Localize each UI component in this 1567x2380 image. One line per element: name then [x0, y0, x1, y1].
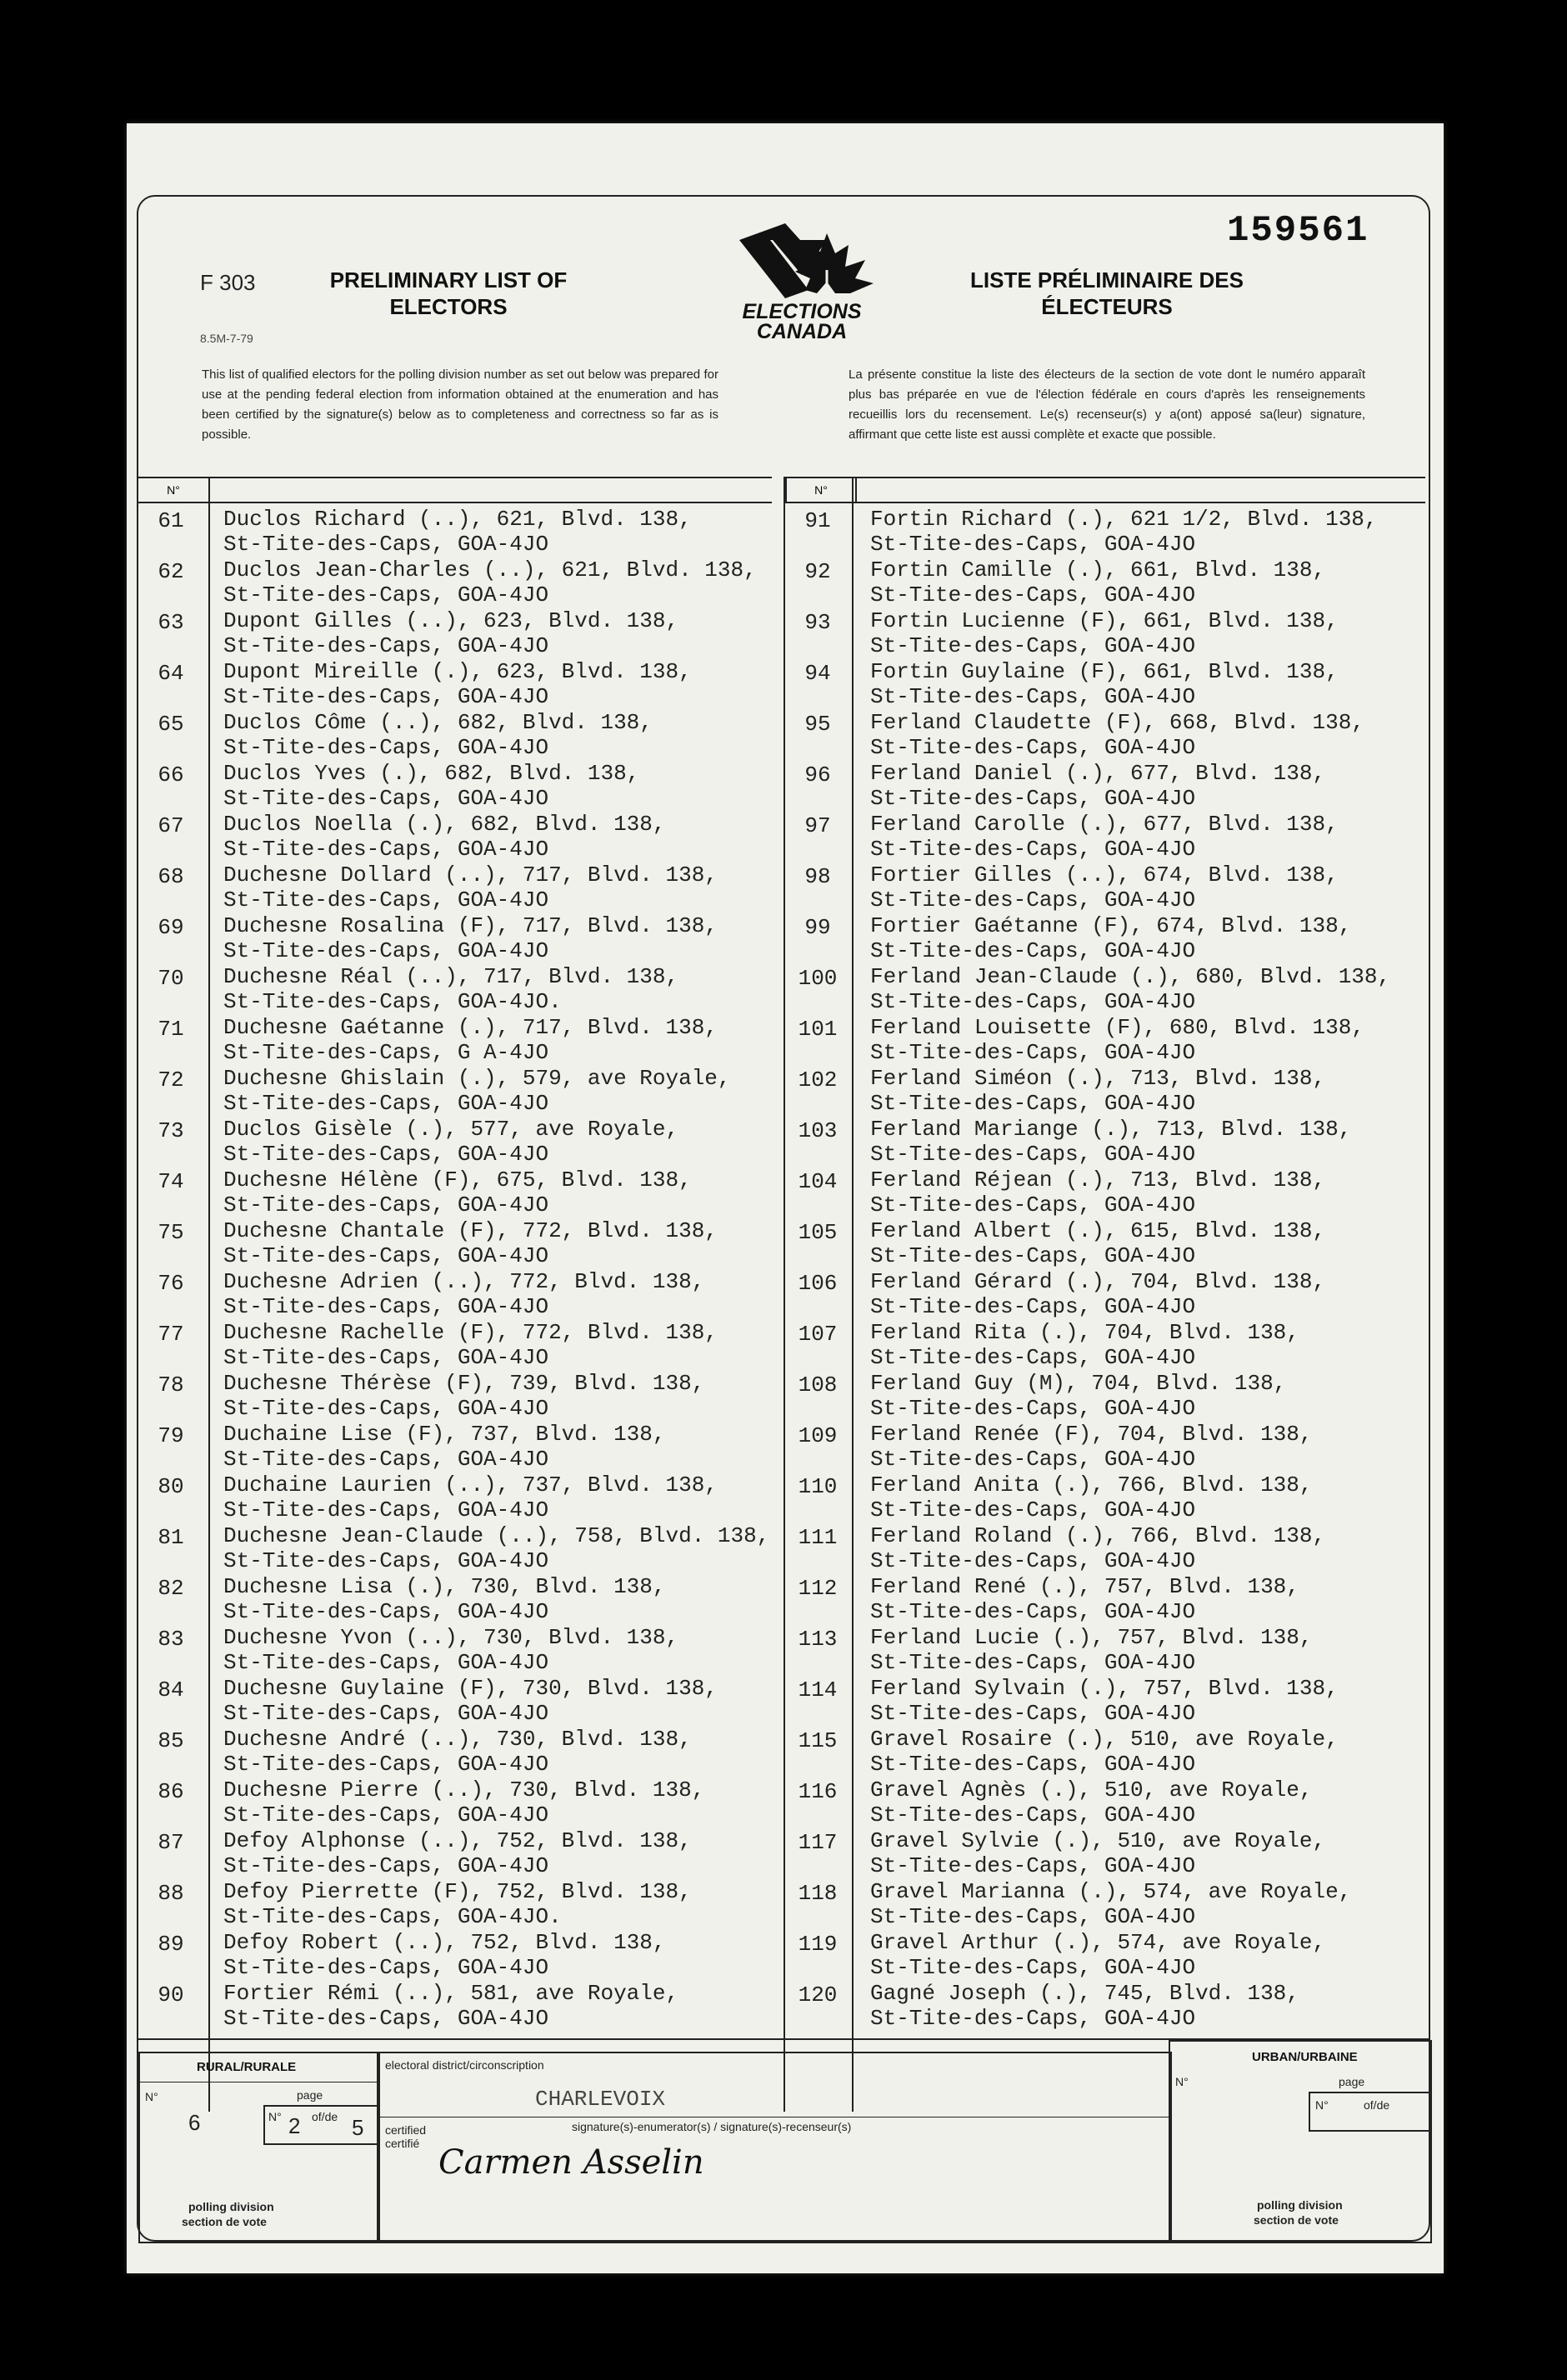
elector-name-address: Ferland Claudette (F), 668, Blvd. 138, — [870, 710, 1364, 735]
elector-entry — [138, 1117, 722, 1168]
elector-name-address: Duchesne Lisa (.), 730, Blvd. 138, — [223, 1574, 666, 1599]
entry-number: 74 — [158, 1169, 184, 1194]
entry-number: 109 — [798, 1423, 838, 1448]
elector-name-address: Dupont Gilles (..), 623, Blvd. 138, — [223, 608, 679, 633]
elector-locality: St-Tite-des-Caps, GOA-4JO — [870, 1396, 1196, 1421]
elector-entry — [138, 1523, 770, 1574]
elector-name-address: Defoy Alphonse (..), 752, Blvd. 138, — [223, 1828, 692, 1853]
elector-name-address: Gravel Marianna (.), 574, ave Royale, — [870, 1879, 1352, 1904]
elector-locality: St-Tite-des-Caps, GOA-4JO — [870, 1904, 1196, 1929]
elector-name-address: Duclos Yves (.), 682, Blvd. 138, — [223, 761, 640, 786]
elector-locality: St-Tite-des-Caps, GOA-4JO — [223, 888, 549, 912]
elector-locality: St-Tite-des-Caps, GOA-4JO — [870, 1853, 1196, 1878]
serial-number: 159561 — [1227, 210, 1369, 252]
elector-locality: St-Tite-des-Caps, GOA-4JO — [223, 1447, 549, 1472]
elector-entry — [138, 1422, 722, 1472]
elector-name-address: Ferland Anita (.), 766, Blvd. 138, — [870, 1472, 1313, 1498]
elector-entry — [138, 1371, 722, 1422]
elector-entry — [785, 1015, 1369, 1066]
entry-number: 67 — [158, 813, 184, 838]
entry-number: 93 — [804, 610, 831, 635]
elector-entry — [138, 1879, 722, 1930]
elector-locality: St-Tite-des-Caps, GOA-4JO. — [223, 989, 562, 1014]
entry-number: 75 — [158, 1220, 184, 1245]
elector-locality: St-Tite-des-Caps, GOA-4JO — [223, 1091, 549, 1116]
entry-number: 105 — [798, 1220, 838, 1245]
elector-locality: St-Tite-des-Caps, GOA-4JO — [223, 582, 549, 608]
elector-locality: St-Tite-des-Caps, GOA-4JO — [870, 633, 1196, 658]
elector-locality: St-Tite-des-Caps, GOA-4JO — [223, 938, 549, 963]
elector-entry — [785, 1778, 1369, 1828]
elector-entry — [138, 558, 757, 608]
elector-name-address: Ferland Jean-Claude (.), 680, Blvd. 138, — [870, 964, 1391, 989]
elector-entry — [785, 1269, 1369, 1320]
elector-entry — [138, 1778, 722, 1828]
district-label: electoral district/circonscription — [385, 2058, 544, 2072]
entry-number: 92 — [804, 559, 831, 584]
entry-number: 63 — [158, 610, 184, 635]
elector-entry — [785, 1218, 1369, 1269]
elector-entry — [138, 1981, 722, 2032]
elector-locality: St-Tite-des-Caps, GOA-4JO — [223, 532, 549, 557]
elector-name-address: Duchesne Pierre (..), 730, Blvd. 138, — [223, 1778, 705, 1802]
elector-entry — [785, 1117, 1369, 1168]
elector-locality: St-Tite-des-Caps, GOA-4JO — [223, 1294, 549, 1319]
elector-name-address: Ferland Sylvain (.), 757, Blvd. 138, — [870, 1676, 1339, 1701]
elector-entry — [785, 1523, 1369, 1574]
elector-locality: St-Tite-des-Caps, GOA-4JO — [223, 837, 549, 862]
elector-entry — [138, 507, 722, 558]
elector-name-address: Defoy Pierrette (F), 752, Blvd. 138, — [223, 1879, 692, 1904]
entry-number: 114 — [798, 1678, 838, 1702]
elector-entry — [138, 1218, 722, 1269]
page-number: 2 — [288, 2113, 301, 2138]
elector-name-address: Gravel Agnès (.), 510, ave Royale, — [870, 1778, 1313, 1802]
elector-name-address: Duchesne Ghislain (.), 579, ave Royale, — [223, 1066, 731, 1091]
certified-label: certified certifié — [385, 2123, 427, 2150]
elector-entry — [138, 1574, 722, 1625]
elector-entry — [785, 659, 1369, 710]
elector-locality: St-Tite-des-Caps, GOA-4JO — [223, 684, 549, 709]
entry-number: 102 — [798, 1068, 838, 1092]
entry-number: 79 — [158, 1423, 184, 1448]
entry-number: 84 — [158, 1678, 184, 1702]
elector-locality: St-Tite-des-Caps, GOA-4JO — [223, 1345, 549, 1370]
entry-number: 101 — [798, 1017, 838, 1042]
urban-page-of-label: of/de — [1364, 2098, 1390, 2112]
elector-locality: St-Tite-des-Caps, GOA-4JO — [223, 735, 549, 760]
form-number: F 303 — [200, 270, 256, 295]
entry-number: 116 — [798, 1779, 838, 1804]
elector-locality: St-Tite-des-Caps, GOA-4JO — [870, 888, 1196, 912]
elector-locality: St-Tite-des-Caps, GOA-4JO — [870, 735, 1196, 760]
elector-name-address: Gagné Joseph (.), 745, Blvd. 138, — [870, 1981, 1299, 2006]
elector-name-address: Fortin Richard (.), 621 1/2, Blvd. 138, — [870, 507, 1378, 532]
elector-name-address: Fortin Camille (.), 661, Blvd. 138, — [870, 558, 1326, 582]
entry-number: 70 — [158, 966, 184, 991]
elector-name-address: Duchesne Dollard (..), 717, Blvd. 138, — [223, 862, 718, 888]
entry-number: 118 — [798, 1881, 838, 1906]
entry-number: 68 — [158, 864, 184, 889]
urban-label: URBAN/URBAINE — [1252, 2050, 1358, 2064]
signature-rule — [377, 2117, 1169, 2119]
urban-page-no-label: N° — [1315, 2098, 1329, 2112]
entry-number: 66 — [158, 762, 184, 788]
elector-name-address: Duchesne André (..), 730, Blvd. 138, — [223, 1727, 692, 1752]
title-en-line1: PRELIMINARY LIST OF — [329, 268, 568, 292]
entry-number: 77 — [158, 1322, 184, 1347]
entry-number: 89 — [158, 1932, 184, 1957]
elector-name-address: Duchaine Lise (F), 737, Blvd. 138, — [223, 1422, 666, 1447]
entry-number: 99 — [804, 915, 831, 940]
elector-locality: St-Tite-des-Caps, GOA-4JO — [223, 633, 549, 658]
entry-number: 87 — [158, 1830, 184, 1855]
elector-entry — [138, 1727, 722, 1778]
elector-locality: St-Tite-des-Caps, GOA-4JO — [870, 1701, 1196, 1726]
elector-locality: St-Tite-des-Caps, GOA-4JO — [870, 1599, 1196, 1624]
entry-number: 86 — [158, 1779, 184, 1804]
elector-locality: St-Tite-des-Caps, GOA-4JO — [223, 1192, 549, 1218]
elector-locality: St-Tite-des-Caps, GOA-4JO — [223, 1599, 549, 1624]
entry-number: 76 — [158, 1271, 184, 1296]
elector-entry — [785, 1930, 1369, 1981]
elector-locality: St-Tite-des-Caps, GOA-4JO — [223, 1701, 549, 1726]
elector-name-address: Ferland Siméon (.), 713, Blvd. 138, — [870, 1066, 1326, 1091]
entry-number: 112 — [798, 1576, 838, 1601]
elector-name-address: Duchesne Hélène (F), 675, Blvd. 138, — [223, 1168, 692, 1192]
enumerator-signature: Carmen Asselin — [438, 2143, 704, 2182]
right-column-header — [785, 477, 1425, 503]
entry-number: 62 — [158, 559, 184, 584]
entry-number: 106 — [798, 1271, 838, 1296]
elector-locality: St-Tite-des-Caps, GOA-4JO — [223, 1548, 549, 1573]
elector-name-address: Ferland Lucie (.), 757, Blvd. 138, — [870, 1625, 1313, 1650]
elector-name-address: Duchesne Jean-Claude (..), 758, Blvd. 138, — [223, 1523, 770, 1548]
elector-name-address: Ferland Albert (.), 615, Blvd. 138, — [870, 1218, 1326, 1243]
urban-polling-label-2: section de vote — [1254, 2213, 1339, 2227]
elector-name-address: Ferland Mariange (.), 713, Blvd. 138, — [870, 1117, 1352, 1142]
elector-name-address: Ferland Renée (F), 704, Blvd. 138, — [870, 1422, 1313, 1447]
elector-entry — [138, 1015, 722, 1066]
elector-locality: St-Tite-des-Caps, GOA-4JO — [870, 1091, 1196, 1116]
logo-line1: ELECTIONS — [742, 300, 862, 323]
elector-locality: St-Tite-des-Caps, GOA-4JO — [870, 1955, 1196, 1980]
elector-name-address: Duclos Noella (.), 682, Blvd. 138, — [223, 812, 666, 837]
entry-number: 100 — [798, 966, 838, 991]
elector-name-address: Duchesne Rachelle (F), 772, Blvd. 138, — [223, 1320, 718, 1345]
elector-locality: St-Tite-des-Caps, GOA-4JO — [870, 989, 1196, 1014]
elector-entry — [785, 964, 1391, 1015]
elector-name-address: Ferland Réjean (.), 713, Blvd. 138, — [870, 1168, 1326, 1192]
elector-locality: St-Tite-des-Caps, GOA-4JO — [870, 786, 1196, 811]
entry-number: 117 — [798, 1830, 838, 1855]
elector-name-address: Duclos Richard (..), 621, Blvd. 138, — [223, 507, 692, 532]
rural-rule — [138, 2082, 377, 2084]
entry-number: 88 — [158, 1881, 184, 1906]
entry-number: 97 — [804, 813, 831, 838]
elector-entry — [138, 964, 722, 1015]
elector-locality: St-Tite-des-Caps, GOA-4JO — [870, 1650, 1196, 1675]
entry-number: 120 — [798, 1982, 838, 2008]
elector-name-address: Duclos Gisèle (.), 577, ave Royale, — [223, 1117, 679, 1142]
logo-text — [702, 302, 902, 342]
division-number: 6 — [188, 2110, 201, 2135]
elector-locality: St-Tite-des-Caps, GOA-4JO — [870, 1548, 1196, 1573]
elector-entry — [138, 761, 722, 812]
elector-name-address: Duchesne Thérèse (F), 739, Blvd. 138, — [223, 1371, 705, 1396]
note-french: La présente constitue la liste des électeurs de la section de vote dont le numéro apparaît plus bas préparée en vue de l'élection fédérale en cours d'après les renseignements recueillis lors du recensement. Le(s) recenseur(s) y a(ont) apposé sa(leur) signature, affirmant que cette liste est aussi complète et exacte que possible. — [849, 368, 1365, 442]
entry-number: 81 — [158, 1525, 184, 1550]
elector-locality: St-Tite-des-Caps, GOA-4JO — [223, 786, 549, 811]
elector-name-address: Gravel Rosaire (.), 510, ave Royale, — [870, 1727, 1339, 1752]
elector-locality: St-Tite-des-Caps, GOA-4JO — [870, 1802, 1196, 1828]
elector-name-address: Duchesne Adrien (..), 772, Blvd. 138, — [223, 1269, 705, 1294]
elector-entry — [138, 1930, 722, 1981]
page-of-label: of/de — [312, 2110, 338, 2123]
elector-locality: St-Tite-des-Caps, GOA-4JO — [870, 1447, 1196, 1472]
elector-name-address: Dupont Mireille (.), 623, Blvd. 138, — [223, 659, 692, 684]
elector-locality: St-Tite-des-Caps, GOA-4JO — [870, 2006, 1196, 2031]
elector-entry — [138, 1168, 722, 1218]
elector-entry — [138, 1676, 722, 1727]
title-fr-line2: ÉLECTEURS — [1041, 294, 1173, 319]
elector-locality: St-Tite-des-Caps, GOA-4JO — [870, 1498, 1196, 1522]
rural-polling-label-2: section de vote — [182, 2215, 267, 2228]
right-no-label: N° — [785, 478, 857, 502]
elector-entry — [138, 1828, 722, 1879]
elector-entry — [785, 710, 1369, 761]
elector-entry — [785, 1371, 1369, 1422]
elector-locality: St-Tite-des-Caps, GOA-4JO — [223, 1955, 549, 1980]
elector-name-address: Ferland Guy (M), 704, Blvd. 138, — [870, 1371, 1287, 1396]
entry-number: 103 — [798, 1118, 838, 1143]
elector-entry — [785, 1676, 1369, 1727]
entry-number: 73 — [158, 1118, 184, 1143]
elector-entry — [785, 558, 1369, 608]
form-date-code: 8.5M-7-79 — [200, 332, 253, 345]
elector-entry — [785, 1625, 1369, 1676]
elector-entry — [138, 1320, 722, 1371]
entry-number: 65 — [158, 712, 184, 737]
elector-locality: St-Tite-des-Caps, GOA-4JO — [223, 1396, 549, 1421]
elector-name-address: Duchaine Laurien (..), 737, Blvd. 138, — [223, 1472, 718, 1498]
elector-name-address: Duchesne Chantale (F), 772, Blvd. 138, — [223, 1218, 718, 1243]
entry-number: 108 — [798, 1372, 838, 1398]
elector-entry — [138, 659, 722, 710]
entry-number: 69 — [158, 915, 184, 940]
urban-polling-label-1: polling division — [1257, 2198, 1343, 2212]
elector-entry — [138, 862, 722, 913]
elector-locality: St-Tite-des-Caps, GOA-4JO — [870, 1752, 1196, 1777]
entry-number: 119 — [798, 1932, 838, 1957]
elector-name-address: Defoy Robert (..), 752, Blvd. 138, — [223, 1930, 666, 1955]
elector-locality: St-Tite-des-Caps, GOA-4JO — [870, 1192, 1196, 1218]
entry-number: 94 — [804, 661, 831, 686]
elector-entry — [785, 1472, 1369, 1523]
entry-number: 78 — [158, 1372, 184, 1398]
elector-entry — [138, 1269, 722, 1320]
elector-locality: St-Tite-des-Caps, GOA-4JO — [870, 1040, 1196, 1065]
elector-name-address: Duchesne Rosalina (F), 717, Blvd. 138, — [223, 913, 718, 938]
rural-polling-label-1: polling division — [188, 2200, 274, 2213]
entry-number: 83 — [158, 1627, 184, 1652]
elector-locality: St-Tite-des-Caps, GOA-4JO — [223, 1752, 549, 1777]
elector-locality: St-Tite-des-Caps, GOA-4JO. — [223, 1904, 562, 1929]
elector-entry — [138, 1066, 731, 1117]
elector-entry — [785, 608, 1369, 659]
entry-number: 104 — [798, 1169, 838, 1194]
page-no-label: N° — [268, 2110, 282, 2123]
elector-locality: St-Tite-des-Caps, GOA-4JO — [223, 1243, 549, 1268]
entry-number: 115 — [798, 1728, 838, 1753]
elector-name-address: Duclos Jean-Charles (..), 621, Blvd. 138, — [223, 558, 757, 582]
rural-label: RURAL/RURALE — [197, 2060, 297, 2074]
urban-no-label: N° — [1175, 2075, 1189, 2088]
urban-page-label: page — [1339, 2075, 1365, 2088]
elector-name-address: Gravel Sylvie (.), 510, ave Royale, — [870, 1828, 1326, 1853]
elector-locality: St-Tite-des-Caps, GOA-4JO — [223, 1498, 549, 1522]
elector-entry — [785, 1828, 1369, 1879]
elector-locality: St-Tite-des-Caps, GOA-4JO — [870, 1142, 1196, 1167]
left-no-label: N° — [138, 478, 210, 502]
elector-name-address: Ferland René (.), 757, Blvd. 138, — [870, 1574, 1299, 1599]
elector-entry — [785, 1981, 1369, 2032]
elector-entry — [785, 1879, 1369, 1930]
entry-number: 110 — [798, 1474, 838, 1499]
elector-locality: St-Tite-des-Caps, GOA-4JO — [870, 532, 1196, 557]
elector-name-address: Fortier Gaétanne (F), 674, Blvd. 138, — [870, 913, 1352, 938]
elector-locality: St-Tite-des-Caps, GOA-4JO — [223, 1650, 549, 1675]
title-french — [932, 267, 1282, 320]
elector-entry — [785, 862, 1369, 913]
elector-locality: St-Tite-des-Caps, GOA-4JO — [870, 1345, 1196, 1370]
title-fr-line1: LISTE PRÉLIMINAIRE DES — [970, 268, 1244, 292]
elector-name-address: Fortin Lucienne (F), 661, Blvd. 138, — [870, 608, 1339, 633]
elector-locality: St-Tite-des-Caps, GOA-4JO — [223, 1802, 549, 1828]
elector-entry — [785, 913, 1369, 964]
rural-no-label: N° — [145, 2090, 158, 2103]
entry-number: 80 — [158, 1474, 184, 1499]
page-total: 5 — [352, 2115, 364, 2140]
entry-number: 82 — [158, 1576, 184, 1601]
entry-number: 98 — [804, 864, 831, 889]
elector-name-address: Ferland Gérard (.), 704, Blvd. 138, — [870, 1269, 1326, 1294]
entry-number: 71 — [158, 1017, 184, 1042]
entry-number: 64 — [158, 661, 184, 686]
elector-name-address: Duchesne Gaétanne (.), 717, Blvd. 138, — [223, 1015, 718, 1040]
elector-entry — [138, 913, 722, 964]
elector-entry — [785, 1574, 1369, 1625]
entry-number: 85 — [158, 1728, 184, 1753]
left-column-header — [138, 477, 772, 503]
elector-name-address: Ferland Rita (.), 704, Blvd. 138, — [870, 1320, 1299, 1345]
elector-locality: St-Tite-des-Caps, GOA-4JO — [223, 1142, 549, 1167]
elector-locality: St-Tite-des-Caps, GOA-4JO — [870, 582, 1196, 608]
entry-number: 91 — [804, 508, 831, 533]
elector-name-address: Gravel Arthur (.), 574, ave Royale, — [870, 1930, 1326, 1955]
elector-entry — [138, 1472, 722, 1523]
elector-entry — [785, 1727, 1369, 1778]
elector-name-address: Ferland Carolle (.), 677, Blvd. 138, — [870, 812, 1339, 837]
elector-locality: St-Tite-des-Caps, GOA-4JO — [870, 837, 1196, 862]
elector-name-address: Duclos Côme (..), 682, Blvd. 138, — [223, 710, 653, 735]
entry-number: 111 — [798, 1525, 838, 1550]
elector-name-address: Fortier Gilles (..), 674, Blvd. 138, — [870, 862, 1339, 888]
elector-entry — [785, 1168, 1369, 1218]
elector-name-address: Ferland Roland (.), 766, Blvd. 138, — [870, 1523, 1326, 1548]
entry-number: 107 — [798, 1322, 838, 1347]
elector-name-address: Duchesne Guylaine (F), 730, Blvd. 138, — [223, 1676, 718, 1701]
elector-entry — [785, 1066, 1369, 1117]
elector-locality: St-Tite-des-Caps, GOA-4JO — [870, 938, 1196, 963]
elector-name-address: Fortier Rémi (..), 581, ave Royale, — [223, 1981, 679, 2006]
elector-entry — [138, 608, 722, 659]
elector-entry — [785, 812, 1369, 862]
form-footer — [138, 2038, 1429, 2240]
elector-name-address: Ferland Louisette (F), 680, Blvd. 138, — [870, 1015, 1364, 1040]
elector-name-address: Duchesne Réal (..), 717, Blvd. 138, — [223, 964, 679, 989]
elector-locality: St-Tite-des-Caps, G A-4JO — [223, 1040, 549, 1065]
logo-line2: CANADA — [756, 320, 848, 343]
elector-name-address: Ferland Daniel (.), 677, Blvd. 138, — [870, 761, 1326, 786]
title-en-line2: ELECTORS — [389, 294, 508, 319]
entry-number: 96 — [804, 762, 831, 788]
signature-label: signature(s)-enumerator(s) / signature(s)-recenseur(s) — [572, 2120, 852, 2133]
elector-locality: St-Tite-des-Caps, GOA-4JO — [223, 1853, 549, 1878]
elector-locality: St-Tite-des-Caps, GOA-4JO — [870, 1243, 1196, 1268]
elector-entry — [785, 1320, 1369, 1371]
elector-entry — [785, 507, 1378, 558]
elector-entry — [785, 1422, 1369, 1472]
entry-number: 72 — [158, 1068, 184, 1092]
entry-number: 61 — [158, 508, 184, 533]
entry-number: 113 — [798, 1627, 838, 1652]
elector-name-address: Fortin Guylaine (F), 661, Blvd. 138, — [870, 659, 1339, 684]
entry-number: 95 — [804, 712, 831, 737]
entry-number: 90 — [158, 1982, 184, 2008]
district-value: CHARLEVOIX — [535, 2087, 666, 2112]
elector-locality: St-Tite-des-Caps, GOA-4JO — [223, 2006, 549, 2031]
elector-name-address: Duchesne Yvon (..), 730, Blvd. 138, — [223, 1625, 679, 1650]
note-english: This list of qualified electors for the polling division number as set out below was prepared for use at the pending federal election from information obtained at the enumeration and has been certified by the signature(s) below as to completeness and correctness so far as is possible. — [202, 368, 718, 442]
page-label: page — [297, 2088, 323, 2102]
elector-entry — [138, 1625, 722, 1676]
elector-locality: St-Tite-des-Caps, GOA-4JO — [870, 1294, 1196, 1319]
elector-entry — [138, 812, 722, 862]
title-english — [315, 267, 582, 320]
elector-entry — [138, 710, 722, 761]
elector-locality: St-Tite-des-Caps, GOA-4JO — [870, 684, 1196, 709]
election-list-sheet — [127, 123, 1444, 2273]
elector-entry — [785, 761, 1369, 812]
